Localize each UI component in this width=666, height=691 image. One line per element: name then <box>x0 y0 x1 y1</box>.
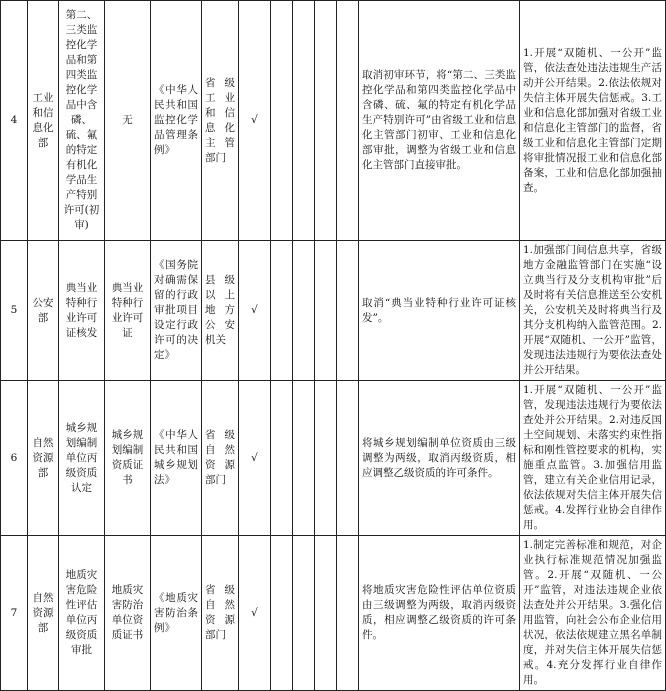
empty-cell <box>293 241 315 381</box>
approval-authority-cell: 省级自然资源部门 <box>202 536 239 691</box>
empty-cell <box>293 536 315 691</box>
empty-cell <box>271 381 293 536</box>
empty-cell <box>271 241 293 381</box>
reform-check-mark: √ <box>239 1 271 241</box>
reform-content-cell: 取消初审环节，将“第二、三类监控化学品和第四类监控化学品中含磷、硫、氟的特定有机化学品生产特别许可”由省级工业和信息化主管部门初审、工业和信息化部审批，调整为省级工业和信息化主管部门直接审批。 <box>359 1 520 241</box>
empty-cell <box>315 1 337 241</box>
certificate-cell: 城乡规划编制资质证书 <box>105 381 151 536</box>
row-number: 4 <box>1 1 28 241</box>
certificate-cell: 无 <box>105 1 151 241</box>
empty-cell <box>315 241 337 381</box>
department-cell: 工业和信息化部 <box>28 1 59 241</box>
legal-basis-cell: 《中华人民共和国城乡规划法》 <box>151 381 202 536</box>
approval-authority-cell: 省级工业和信息化主管部门 <box>202 1 239 241</box>
reform-content-cell: 取消“典当业特种行业许可证核发”。 <box>359 241 520 381</box>
empty-cell <box>293 1 315 241</box>
department-cell: 自然资源部 <box>28 381 59 536</box>
table-row <box>1 536 666 691</box>
certificate-cell: 典当业特种行业许可证 <box>105 241 151 381</box>
approval-authority-cell: 县级以上地方公安机关 <box>202 241 239 381</box>
reform-content-cell: 将城乡规划编制单位资质由三级调整为两级，取消丙级资质，相应调整乙级资质的许可条件。 <box>359 381 520 536</box>
legal-basis-cell: 《国务院对确需保留的行政审批项目设定行政许可的决定》 <box>151 241 202 381</box>
empty-cell <box>293 381 315 536</box>
empty-cell <box>271 536 293 691</box>
empty-cell <box>315 536 337 691</box>
supervision-measures-cell: 1.开展“双随机、一公开”监管，发现违法违规行为要依法查处并公开结果。2.对违反国土空间规划、未落实约束性指标和刚性管控要求的机构，实施重点监管。3.加强信用监管，建立有关企业信用记录，依法依规对失信主体开展失信惩戒。4.发挥行业协会自律作用。 <box>520 381 666 536</box>
certificate-cell: 地质灾害防治单位资质证书 <box>105 536 151 691</box>
item-name-cell: 城乡规划编制单位丙级资质认定 <box>59 381 105 536</box>
item-name-cell: 典当业特种行业许可证核发 <box>59 241 105 381</box>
supervision-measures-cell: 1.开展“双随机、一公开”监管，依法查处违法违规生产活动并公开结果。2.依法依规对失信主体开展失信惩戒。3.工业和信息化部加强对省级工业和信息化主管部门的监督，省级工业和信息化主管部门定期将审批情况报工业和信息化部备案，工业和信息化部加强抽查。 <box>520 1 666 241</box>
row-number: 6 <box>1 381 28 536</box>
empty-cell <box>337 1 359 241</box>
table-row <box>1 1 666 241</box>
department-cell: 自然资源部 <box>28 536 59 691</box>
empty-cell <box>337 381 359 536</box>
reform-check-mark: √ <box>239 381 271 536</box>
item-name-cell: 地质灾害危险性评估单位丙级资质审批 <box>59 536 105 691</box>
reform-content-cell: 将地质灾害危险性评估单位资质由三级调整为两级，取消丙级资质，相应调整乙级资质的许可条件。 <box>359 536 520 691</box>
supervision-measures-cell: 1.加强部门间信息共享，省级地方金融监管部门在实施“设立典当行及分支机构审批”后及时将有关信息推送至公安机关，公安机关及时将典当行及其分支机构纳入监管范围。2.开展“双随机、一公开”监管，发现违法违规行为要依法查处并公开结果。 <box>520 241 666 381</box>
department-cell: 公安部 <box>28 241 59 381</box>
empty-cell <box>271 1 293 241</box>
table-row <box>1 241 666 381</box>
table-row <box>1 381 666 536</box>
empty-cell <box>315 381 337 536</box>
row-number: 7 <box>1 536 28 691</box>
item-name-cell: 第二、三类监控化学品和第四类监控化学品中含磷、硫、氟的特定有机化学品生产特别许可(初审) <box>59 1 105 241</box>
empty-cell <box>337 241 359 381</box>
row-number: 5 <box>1 241 28 381</box>
reform-check-mark: √ <box>239 241 271 381</box>
reform-check-mark: √ <box>239 536 271 691</box>
empty-cell <box>337 536 359 691</box>
approval-authority-cell: 省级自然资源部门 <box>202 381 239 536</box>
supervision-measures-cell: 1.制定完善标准和规范，对企业执行标准规范情况加强监管。2.开展“双随机、一公开”监管，对违法违规企业依法查处并公开结果。3.强化信用监管，向社会公布企业信用状况，依法依规建立黑名单制度，并对失信主体开展失信惩戒。4.充分发挥行业自律作用。 <box>520 536 666 691</box>
legal-basis-cell: 《中华人民共和国监控化学品管理条例》 <box>151 1 202 241</box>
legal-basis-cell: 《地质灾害防治条例》 <box>151 536 202 691</box>
